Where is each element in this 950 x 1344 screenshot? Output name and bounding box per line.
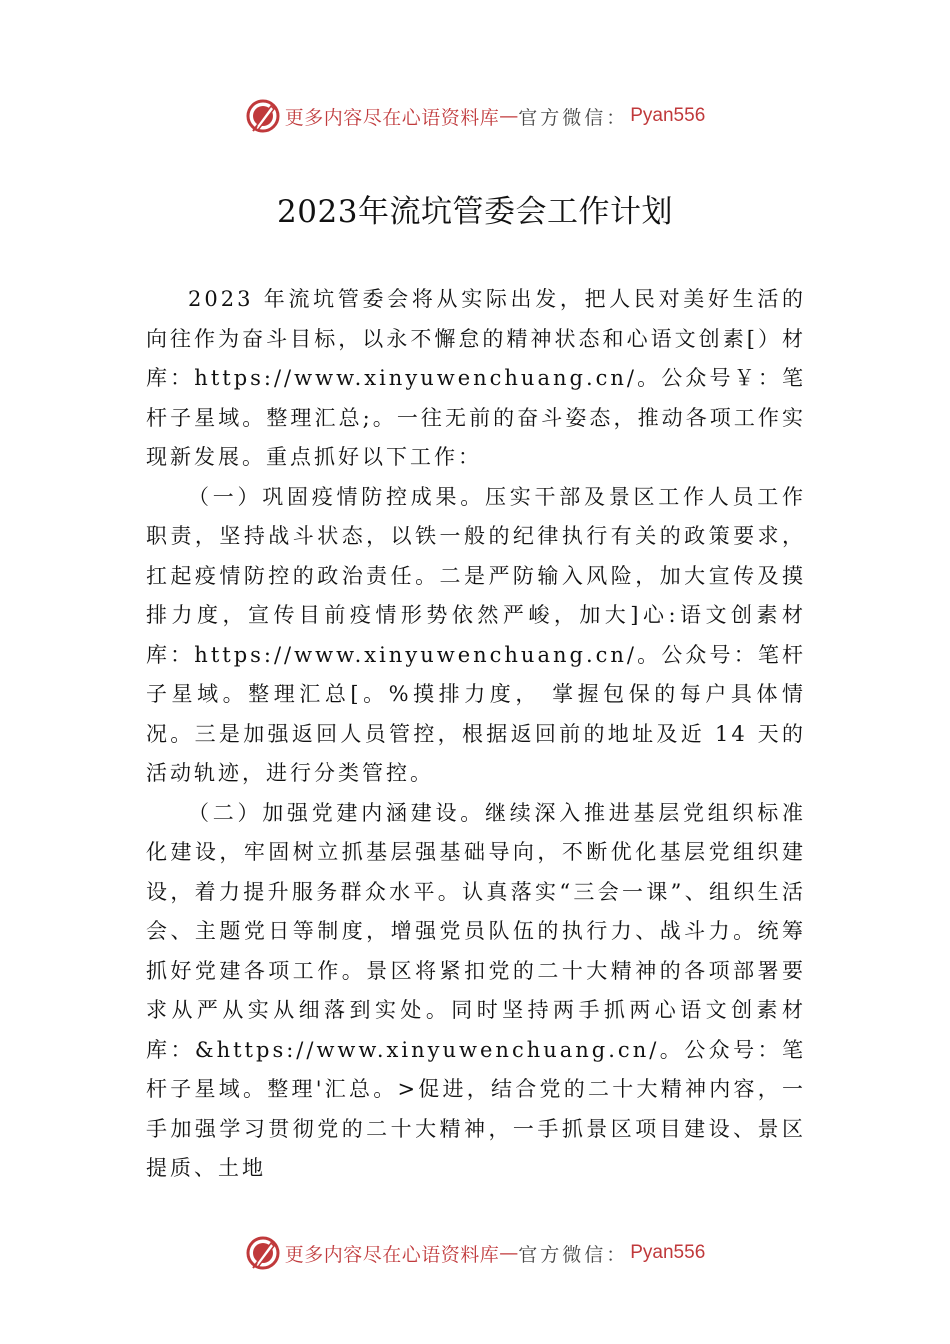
wechat-label: 官方微信： — [518, 1243, 629, 1266]
quill-seal-logo-icon — [245, 98, 281, 134]
footer-watermark — [0, 1233, 950, 1273]
document-body — [146, 280, 806, 1189]
document-title: 2023年流坑管委会工作计划 — [277, 194, 673, 230]
watermark-text: 更多内容尽在心语资料库 — [284, 106, 500, 129]
paragraph: （一）巩固疫情防控成果。压实干部及景区工作人员工作职责，坚持战斗状态，以铁一般的纪律执行有关的政策要求，扛起疫情防控的政治责任。二是严防输入风险，加大宣传及摸排力度，宣传目前疫情形势依然严峻，加大]心:语文创素材库：https://www.xinyuwenchuang.cn/。公众号：笔杆子星域。整理汇总[。%摸排力度， 掌握包保的每户具体情况。三是加强返回人员管控，根据返回前的地址及近 14 天的活动轨迹，进行分类管控。 — [146, 484, 806, 785]
header-watermark — [0, 96, 950, 136]
watermark-dash: — — [499, 105, 519, 127]
wechat-id: Pyan556 — [630, 1242, 706, 1263]
wechat-id: Pyan556 — [630, 105, 706, 126]
wechat-label: 官方微信： — [518, 106, 629, 129]
paragraph: 2023 年流坑管委会将从实际出发，把人民对美好生活的向往作为奋斗目标，以永不懈怠的精神状态和心语文创素[）材库：https://www.xinyuwenchuang.cn/。公众号￥：笔杆子星域。整理汇总;。一往无前的奋斗姿态，推动各项工作实现新发展。重点抓好以下工作： — [146, 287, 806, 469]
paragraph: （二）加强党建内涵建设。继续深入推进基层党组织标准化建设，牢固树立抓基层强基础导向，不断优化基层党组织建设，着力提升服务群众水平。认真落实“三会一课”、组织生活会、主题党日等制度，增强党员队伍的执行力、战斗力。统筹抓好党建各项工作。景区将紧扣党的二十大精神的各项部署要求从严从实从细落到实处。同时坚持两手抓两心语文创素材库：&https://www.xinyuwenchuang.cn/。公众号：笔杆子星域。整理'汇总。>促进，结合党的二十大精神内容，一手加强学习贯彻党的二十大精神，一手抓景区项目建设、景区提质、土地 — [146, 800, 806, 1180]
watermark-dash: — — [499, 1242, 519, 1264]
quill-seal-logo-icon — [245, 1235, 281, 1271]
watermark-text: 更多内容尽在心语资料库 — [284, 1243, 500, 1266]
